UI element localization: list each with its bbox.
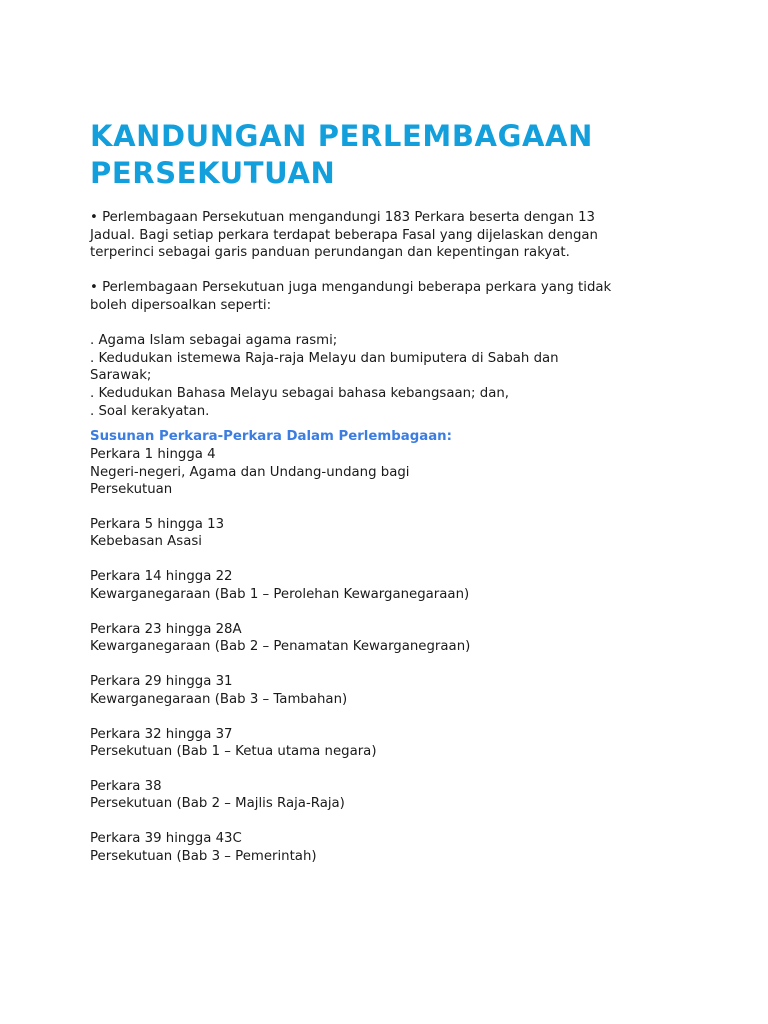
article-range: Perkara 29 hingga 31 xyxy=(90,674,233,690)
article-description: Persekutuan (Bab 3 – Pemerintah) xyxy=(90,848,317,864)
paragraph-unquestionable-matters xyxy=(90,279,708,314)
article-entry xyxy=(90,830,708,865)
document-title xyxy=(90,118,708,192)
article-description: Persekutuan (Bab 1 – Ketua utama negara) xyxy=(90,743,377,759)
list-item: . Agama Islam sebagai agama rasmi; xyxy=(90,333,338,349)
article-description: Kewarganegaraan (Bab 2 – Penamatan Kewarganegraan) xyxy=(90,639,471,655)
article-range: Perkara 1 hingga 4 xyxy=(90,447,216,463)
article-description: Kebebasan Asasi xyxy=(90,534,202,550)
article-entry xyxy=(90,673,708,708)
article-entry xyxy=(90,778,708,813)
matters-list xyxy=(90,332,708,420)
paragraph-constitution-summary xyxy=(90,209,708,262)
article-range: Perkara 23 hingga 28A xyxy=(90,621,242,637)
article-range: Perkara 5 hingga 13 xyxy=(90,516,225,532)
paragraph-line: terperinci sebagai garis panduan perundangan dan kepentingan rakyat. xyxy=(90,245,570,261)
article-entry xyxy=(90,516,708,551)
paragraph-line: boleh dipersoalkan seperti: xyxy=(90,297,272,313)
article-description: Kewarganegaraan (Bab 1 – Perolehan Kewarganegaraan) xyxy=(90,586,470,602)
article-range: Perkara 14 hingga 22 xyxy=(90,569,233,585)
title-line-1: KANDUNGAN PERLEMBAGAAN xyxy=(90,119,593,153)
paragraph-line: Jadual. Bagi setiap perkara terdapat beberapa Fasal yang dijelaskan dengan xyxy=(90,227,598,243)
article-description: Persekutuan xyxy=(90,481,173,497)
list-item: . Soal kerakyatan. xyxy=(90,403,210,419)
paragraph-line: • Perlembagaan Persekutuan mengandungi 183 Perkara beserta dengan 13 xyxy=(90,210,596,225)
article-entry xyxy=(90,568,708,603)
article-range: Perkara 32 hingga 37 xyxy=(90,726,233,742)
list-item: . Kedudukan Bahasa Melayu sebagai bahasa kebangsaan; dan, xyxy=(90,385,510,401)
article-entry xyxy=(90,726,708,761)
article-description: Kewarganegaraan (Bab 3 – Tambahan) xyxy=(90,691,348,707)
paragraph-line: • Perlembagaan Persekutuan juga mengandungi beberapa perkara yang tidak xyxy=(90,280,612,296)
article-range: Perkara 38 xyxy=(90,778,162,794)
article-range: Perkara 39 hingga 43C xyxy=(90,831,242,847)
title-line-2: PERSEKUTUAN xyxy=(90,156,336,190)
article-description: Negeri-negeri, Agama dan Undang-undang bagi xyxy=(90,464,410,480)
article-description: Persekutuan (Bab 2 – Majlis Raja-Raja) xyxy=(90,796,345,812)
list-item: . Kedudukan istemewa Raja-raja Melayu dan bumiputera di Sabah dan xyxy=(90,350,559,366)
section-heading: Susunan Perkara-Perkara Dalam Perlembagaan: xyxy=(90,429,452,445)
article-entry xyxy=(90,621,708,656)
article-entry xyxy=(90,446,708,498)
list-item: Sarawak; xyxy=(90,368,152,384)
articles-list xyxy=(90,446,708,865)
